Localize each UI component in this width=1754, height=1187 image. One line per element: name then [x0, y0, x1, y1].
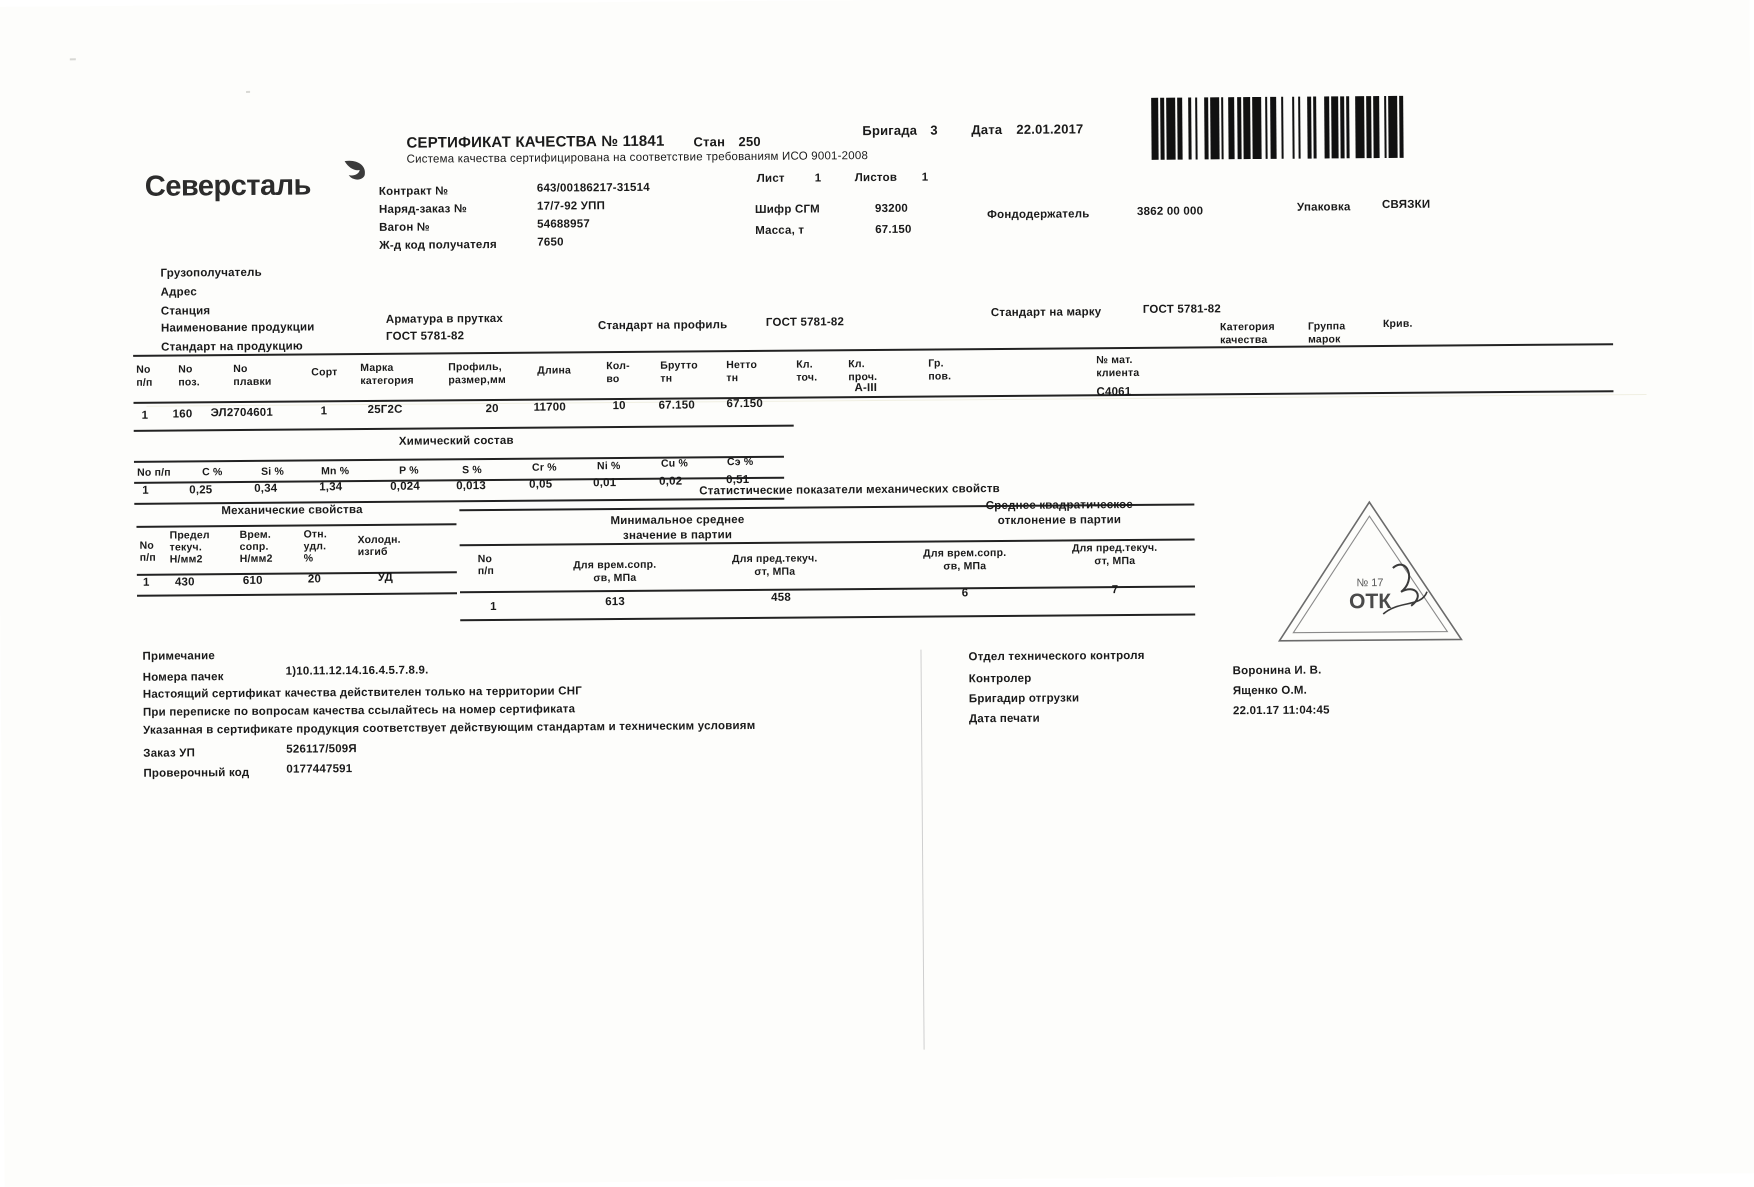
stat-bottom-rule: [460, 614, 1195, 621]
product-name-value: Арматура в прутках: [385, 312, 504, 326]
main-td-11: A-III: [854, 381, 878, 395]
main-td-13: C4061: [1096, 385, 1132, 399]
mechanical-title: Механические свойства: [221, 504, 363, 518]
mill-value: 250: [738, 133, 761, 150]
main-table-top-rule: [133, 340, 1613, 356]
chem-th-4: P %: [399, 464, 419, 477]
chem-td-5: 0,013: [456, 480, 487, 493]
stat-td-2: 458: [771, 591, 791, 604]
main-td-6: 11700: [533, 401, 566, 414]
stat-th-1: Для врем.сопр. σв, МПа: [573, 558, 657, 585]
sheet-value: 1: [814, 172, 822, 185]
holder-value: 3862 00 000: [1136, 205, 1204, 218]
main-td-5: 20: [485, 402, 499, 416]
main-td-1: 160: [172, 408, 193, 421]
chem-th-9: Сэ %: [726, 455, 754, 469]
mech-mid-rule: [137, 571, 457, 575]
sgm-value-0: 93200: [874, 202, 909, 216]
mech-top-rule: [136, 523, 456, 527]
main-th-1: No поз.: [178, 363, 200, 389]
controller-label: Контролер: [968, 672, 1032, 686]
stamp-text: ОТК: [1349, 589, 1392, 614]
consignee-label-1: Адрес: [160, 286, 197, 299]
contract-value-2: 54688957: [537, 218, 590, 231]
chem-th-3: Mn %: [321, 465, 350, 478]
main-th-6: Длина: [537, 364, 572, 377]
sheet-label: Лист: [756, 172, 785, 185]
brigade-value: 3: [930, 122, 938, 138]
sgm-value-1: 67.150: [875, 223, 912, 237]
stat-td-1: 613: [605, 595, 626, 609]
contract-value-0: 643/00186217-31514: [536, 181, 650, 195]
stamp-number: № 17: [1356, 577, 1384, 590]
main-th-8: Брутто тн: [660, 359, 698, 385]
main-td-4: 25Г2С: [367, 403, 403, 416]
notes-line-1: При переписке по вопросам качества ссылайтесь на номер сертификата: [142, 703, 576, 719]
chem-th-2: Si %: [261, 465, 285, 478]
packing-label: Упаковка: [1296, 201, 1351, 214]
main-th-5: Профиль, размер,мм: [448, 360, 507, 387]
consignee-label-3: Наименование продукции: [160, 321, 315, 335]
mech-td-2: 610: [242, 574, 263, 587]
chem-th-1: C %: [202, 466, 223, 479]
bundles-value: 1)10.11.12.14.16.4.5.7.8.9.: [285, 664, 429, 678]
mech-th-2: Врем. сопр. Н/мм2: [239, 528, 273, 566]
holder-label: Фондодержатель: [987, 208, 1090, 222]
main-th-14: Категория качества: [1219, 320, 1275, 347]
main-th-11: Кл. проч.: [848, 358, 878, 384]
mech-td-4: УД: [377, 571, 394, 584]
mech-th-0: No п/п: [139, 539, 156, 564]
brigade-label: Бригада: [862, 122, 918, 139]
chem-td-7: 0,01: [593, 477, 617, 490]
chem-th-6: Cr %: [531, 461, 557, 474]
stat-group-right: Среднее квадратическое отклонение в партии: [985, 498, 1133, 528]
main-table-bottom-rule: [134, 425, 794, 432]
otk-triangle-stamp: [1274, 495, 1465, 636]
check-label: Проверочный код: [143, 766, 250, 780]
main-td-8: 67.150: [658, 399, 695, 412]
notes-line-0: Настоящий сертификат качества действителен только на территории СНГ: [142, 685, 582, 701]
notes-title: Примечание: [142, 650, 216, 663]
profile-standard-value: ГОСТ 5781-82: [765, 316, 845, 329]
consignee-label-2: Станция: [160, 305, 211, 318]
mill-label: Стан: [693, 134, 726, 150]
stat-td-0: 1: [490, 600, 497, 614]
chem-td-0: 1: [142, 484, 149, 497]
stat-th-3: Для врем.сопр. σв, МПа: [923, 546, 1007, 573]
company-logo: [145, 169, 375, 231]
main-th-16: Крив.: [1382, 317, 1413, 331]
packing-value: СВЯЗКИ: [1381, 198, 1431, 212]
foreman-name: Ященко О.М.: [1232, 684, 1308, 698]
main-th-15: Группа марок: [1307, 320, 1346, 346]
foreman-label: Бригадир отгрузки: [968, 692, 1080, 706]
contract-label-2: Вагон №: [379, 221, 430, 234]
chem-th-0: No п/п: [137, 466, 171, 479]
certificate-title: СЕРТИФИКАТ КАЧЕСТВА № 11841: [406, 132, 665, 152]
notes-line-2: Указанная в сертификате продукция соответствует действующим стандартам и техническим условиям: [143, 719, 756, 737]
check-value: 0177447591: [286, 763, 353, 776]
contract-value-1: 17/7-92 УПП: [536, 200, 606, 213]
chem-td-9: 0,51: [726, 473, 750, 487]
contract-label-1: Наряд-заказ №: [378, 203, 468, 216]
chemical-title: Химический состав: [398, 434, 514, 448]
main-th-3: Сорт: [311, 366, 338, 379]
mech-td-0: 1: [142, 576, 150, 589]
order-value: 526117/509Я: [286, 743, 357, 756]
main-th-0: No п/п: [136, 363, 153, 389]
statistics-title: Статистические показатели механических свойств: [699, 483, 1000, 498]
company-logo-text: Северсталь: [144, 169, 312, 203]
main-th-12: Гр. пов.: [928, 357, 952, 383]
stat-th-4: Для пред.текуч. σт, МПа: [1071, 541, 1158, 568]
mech-td-1: 430: [174, 576, 195, 589]
consignee-label-0: Грузополучатель: [160, 266, 262, 280]
sgm-label-1: Масса, т: [755, 224, 805, 237]
main-th-7: Кол- во: [606, 359, 630, 386]
stat-th-2: Для пред.текуч. σт, МПа: [731, 552, 818, 578]
grade-standard-value: ГОСТ 5781-82: [1142, 303, 1222, 316]
main-td-2: ЭЛ2704601: [210, 406, 274, 420]
fold-line: [920, 650, 924, 1050]
grade-standard-label: Стандарт на марку: [990, 306, 1102, 320]
date-value: 22.01.2017: [1016, 121, 1084, 137]
quality-system-note: Система качества сертифицирована на соответствие требованиям ИСО 9001-2008: [406, 150, 869, 166]
chemical-bottom-rule: [134, 498, 784, 505]
severstal-leaf-icon: [343, 157, 369, 183]
chem-th-7: Ni %: [596, 460, 621, 473]
contract-value-3: 7650: [537, 236, 564, 249]
chem-td-8: 0,02: [659, 475, 683, 488]
main-td-0: 1: [141, 409, 149, 422]
chem-td-2: 0,34: [254, 482, 278, 495]
mech-th-3: Отн. удл. %: [303, 528, 327, 565]
stat-th-0: No п/п: [477, 553, 495, 578]
mech-th-1: Предел текуч. Н/мм2: [169, 529, 210, 566]
scan-artifact: [246, 91, 250, 93]
main-td-9: 67.150: [726, 397, 763, 411]
chem-td-1: 0,25: [189, 484, 213, 497]
chem-td-3: 1,34: [319, 481, 343, 494]
profile-standard-label: Стандарт на профиль: [597, 319, 728, 333]
print-date-label: Дата печати: [968, 712, 1040, 726]
sheets-value: 1: [921, 171, 929, 184]
print-date-value: 22.01.17 11:04:45: [1232, 704, 1330, 718]
stat-td-4: 7: [1111, 584, 1119, 597]
sgm-label-0: Шифр СГМ: [754, 203, 820, 216]
chem-th-8: Cu %: [660, 457, 689, 470]
chem-th-5: S %: [461, 464, 482, 477]
mech-bottom-rule: [137, 592, 457, 596]
product-standard-value: ГОСТ 5781-82: [385, 330, 465, 343]
sheets-label: Листов: [854, 171, 898, 185]
contract-label-3: Ж-д код получателя: [379, 238, 497, 252]
stat-group-left: Минимальное среднее значение в партии: [610, 514, 745, 542]
mech-th-4: Холодн. изгиб: [357, 533, 401, 559]
main-th-13: № мат. клиента: [1096, 353, 1140, 380]
scan-artifact: [70, 58, 76, 60]
controller-name: Воронина И. В.: [1232, 664, 1322, 678]
main-th-10: Кл. точ.: [796, 358, 818, 384]
contract-label-0: Контракт №: [378, 185, 449, 198]
date-label: Дата: [971, 122, 1003, 138]
main-th-4: Марка категория: [360, 361, 414, 388]
main-td-7: 10: [612, 399, 626, 413]
main-td-3: 1: [320, 405, 328, 418]
order-label: Заказ УП: [143, 747, 196, 760]
bundles-label: Номера пачек: [142, 671, 224, 684]
main-th-2: No плавки: [233, 362, 272, 389]
consignee-label-4: Стандарт на продукцию: [161, 340, 303, 354]
barcode: [1151, 94, 1581, 159]
chem-td-6: 0,05: [529, 478, 553, 491]
stat-td-3: 6: [961, 587, 969, 600]
department-label: Отдел технического контроля: [968, 649, 1145, 664]
mech-td-3: 20: [307, 573, 322, 586]
chem-td-4: 0,024: [390, 480, 421, 493]
main-th-9: Нетто тн: [726, 358, 758, 385]
